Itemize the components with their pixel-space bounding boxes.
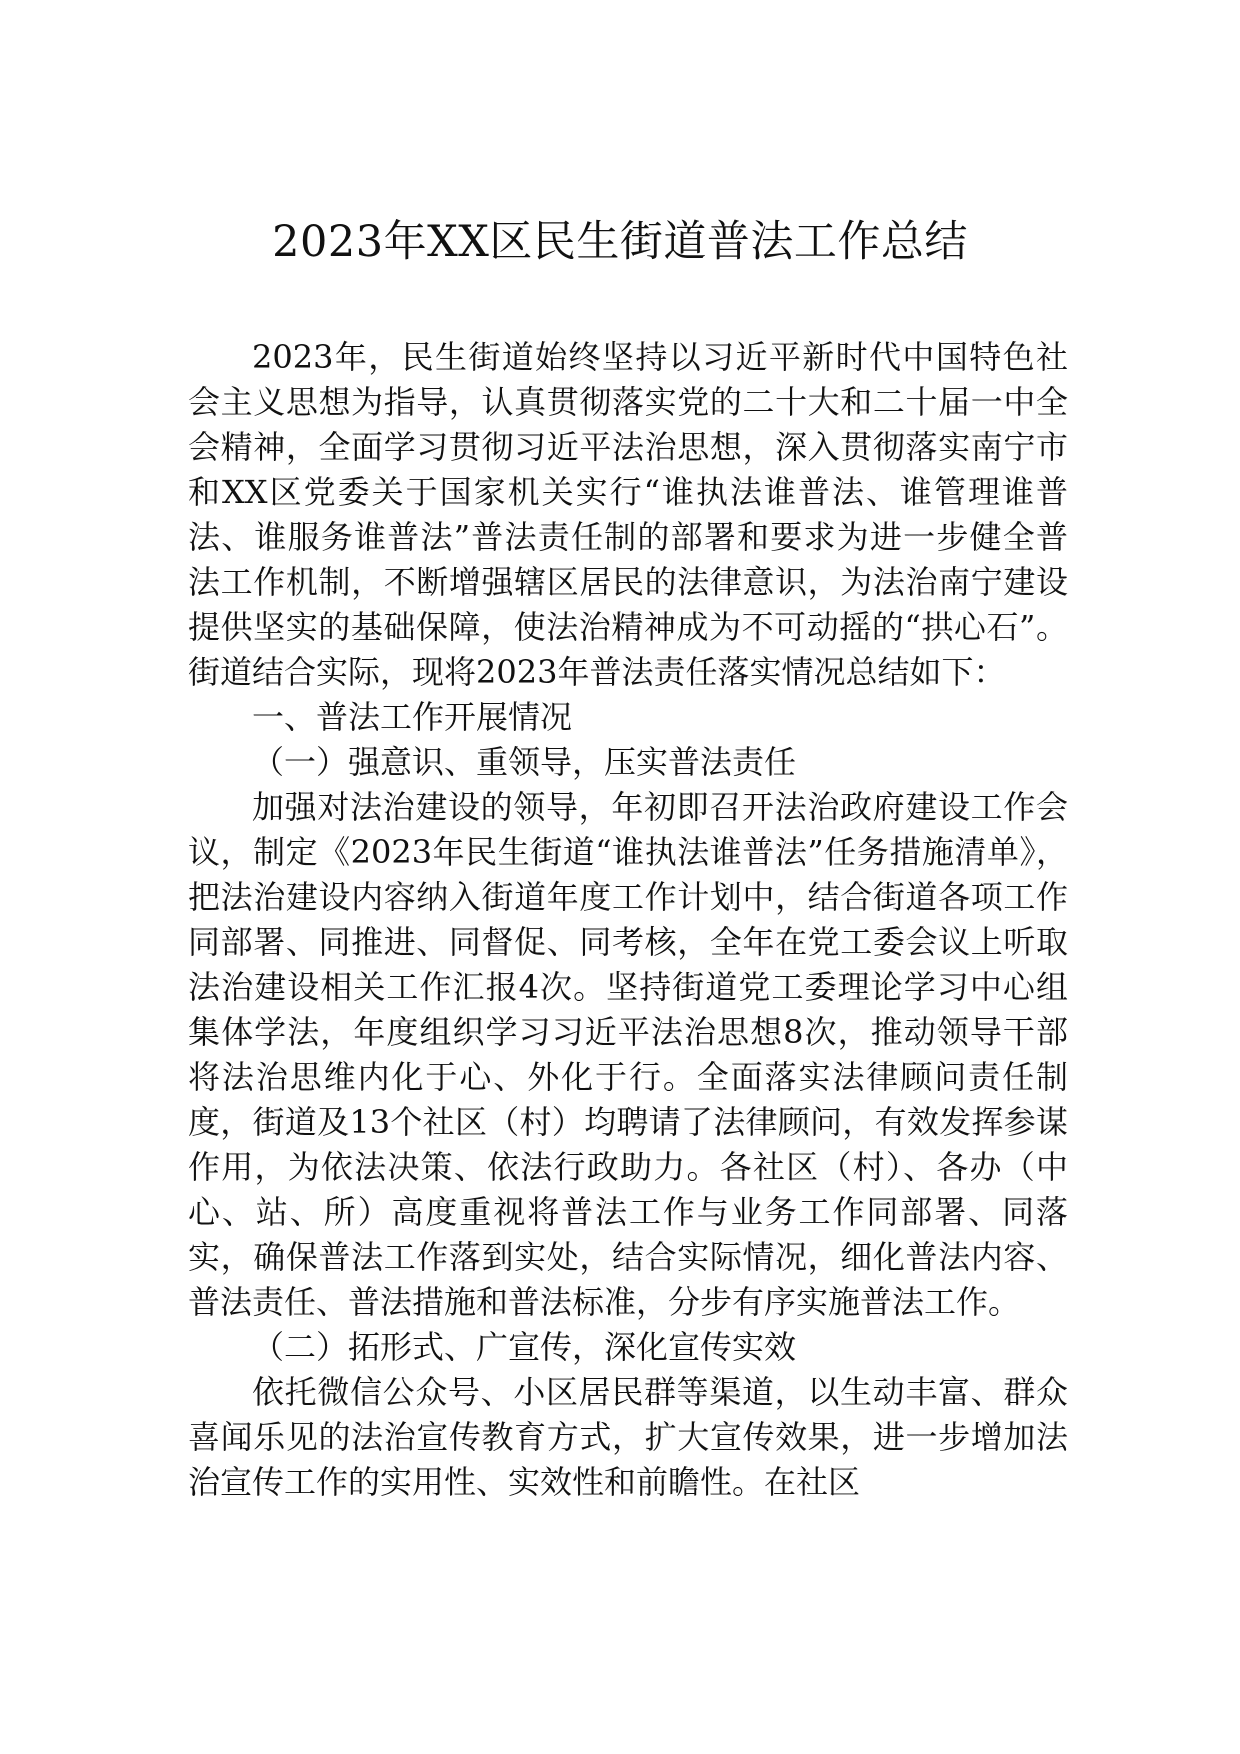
subsection-heading-1: （一）强意识、重领导，压实普法责任 [252, 743, 797, 781]
subsection-heading-2: （二）拓形式、广宣传，深化宣传实效 [252, 1328, 797, 1366]
document-body [188, 335, 1068, 1505]
intro-paragraph: 2023年，民生街道始终坚持以习近平新时代中国特色社会主义思想为指导，认真贯彻落实党的二十大和二十届一中全会精神，全面学习贯彻习近平法治思想，深入贯彻落实南宁市和XX区党委关于国家机关实行“谁执法谁普法、谁管理谁普法、谁服务谁普法”普法责任制的部署和要求为进一步健全普法工作机制，不断增强辖区居民的法律意识，为法治南宁建设提供坚实的基础保障，使法治精神成为不可动摇的“拱心石”。街道结合实际，现将2023年普法责任落实情况总结如下： [188, 338, 1068, 691]
subsection-1-paragraph: 加强对法治建设的领导，年初即召开法治政府建设工作会议，制定《2023年民生街道“谁执法谁普法”任务措施清单》，把法治建设内容纳入街道年度工作计划中，结合街道各项工作同部署、同推进、同督促、同考核，全年在党工委会议上听取法治建设相关工作汇报4次。坚持街道党工委理论学习中心组集体学法，年度组织学习习近平法治思想8次，推动领导干部将法治思维内化于心、外化于行。全面落实法律顾问责任制度，街道及13个社区（村）均聘请了法律顾问，有效发挥参谋作用，为依法决策、依法行政助力。各社区（村）、各办（中心、站、所）高度重视将普法工作与业务工作同部署、同落实，确保普法工作落到实处，结合实际情况，细化普法内容、普法责任、普法措施和普法标准，分步有序实施普法工作。 [188, 788, 1068, 1321]
subsection-2-paragraph: 依托微信公众号、小区居民群等渠道，以生动丰富、群众喜闻乐见的法治宣传教育方式，扩大宣传效果，进一步增加法治宣传工作的实用性、实效性和前瞻性。在社区 [188, 1373, 1068, 1501]
section-heading-1: 一、普法工作开展情况 [252, 698, 573, 736]
document-title: 2023年XX区民生街道普法工作总结 [272, 217, 968, 267]
